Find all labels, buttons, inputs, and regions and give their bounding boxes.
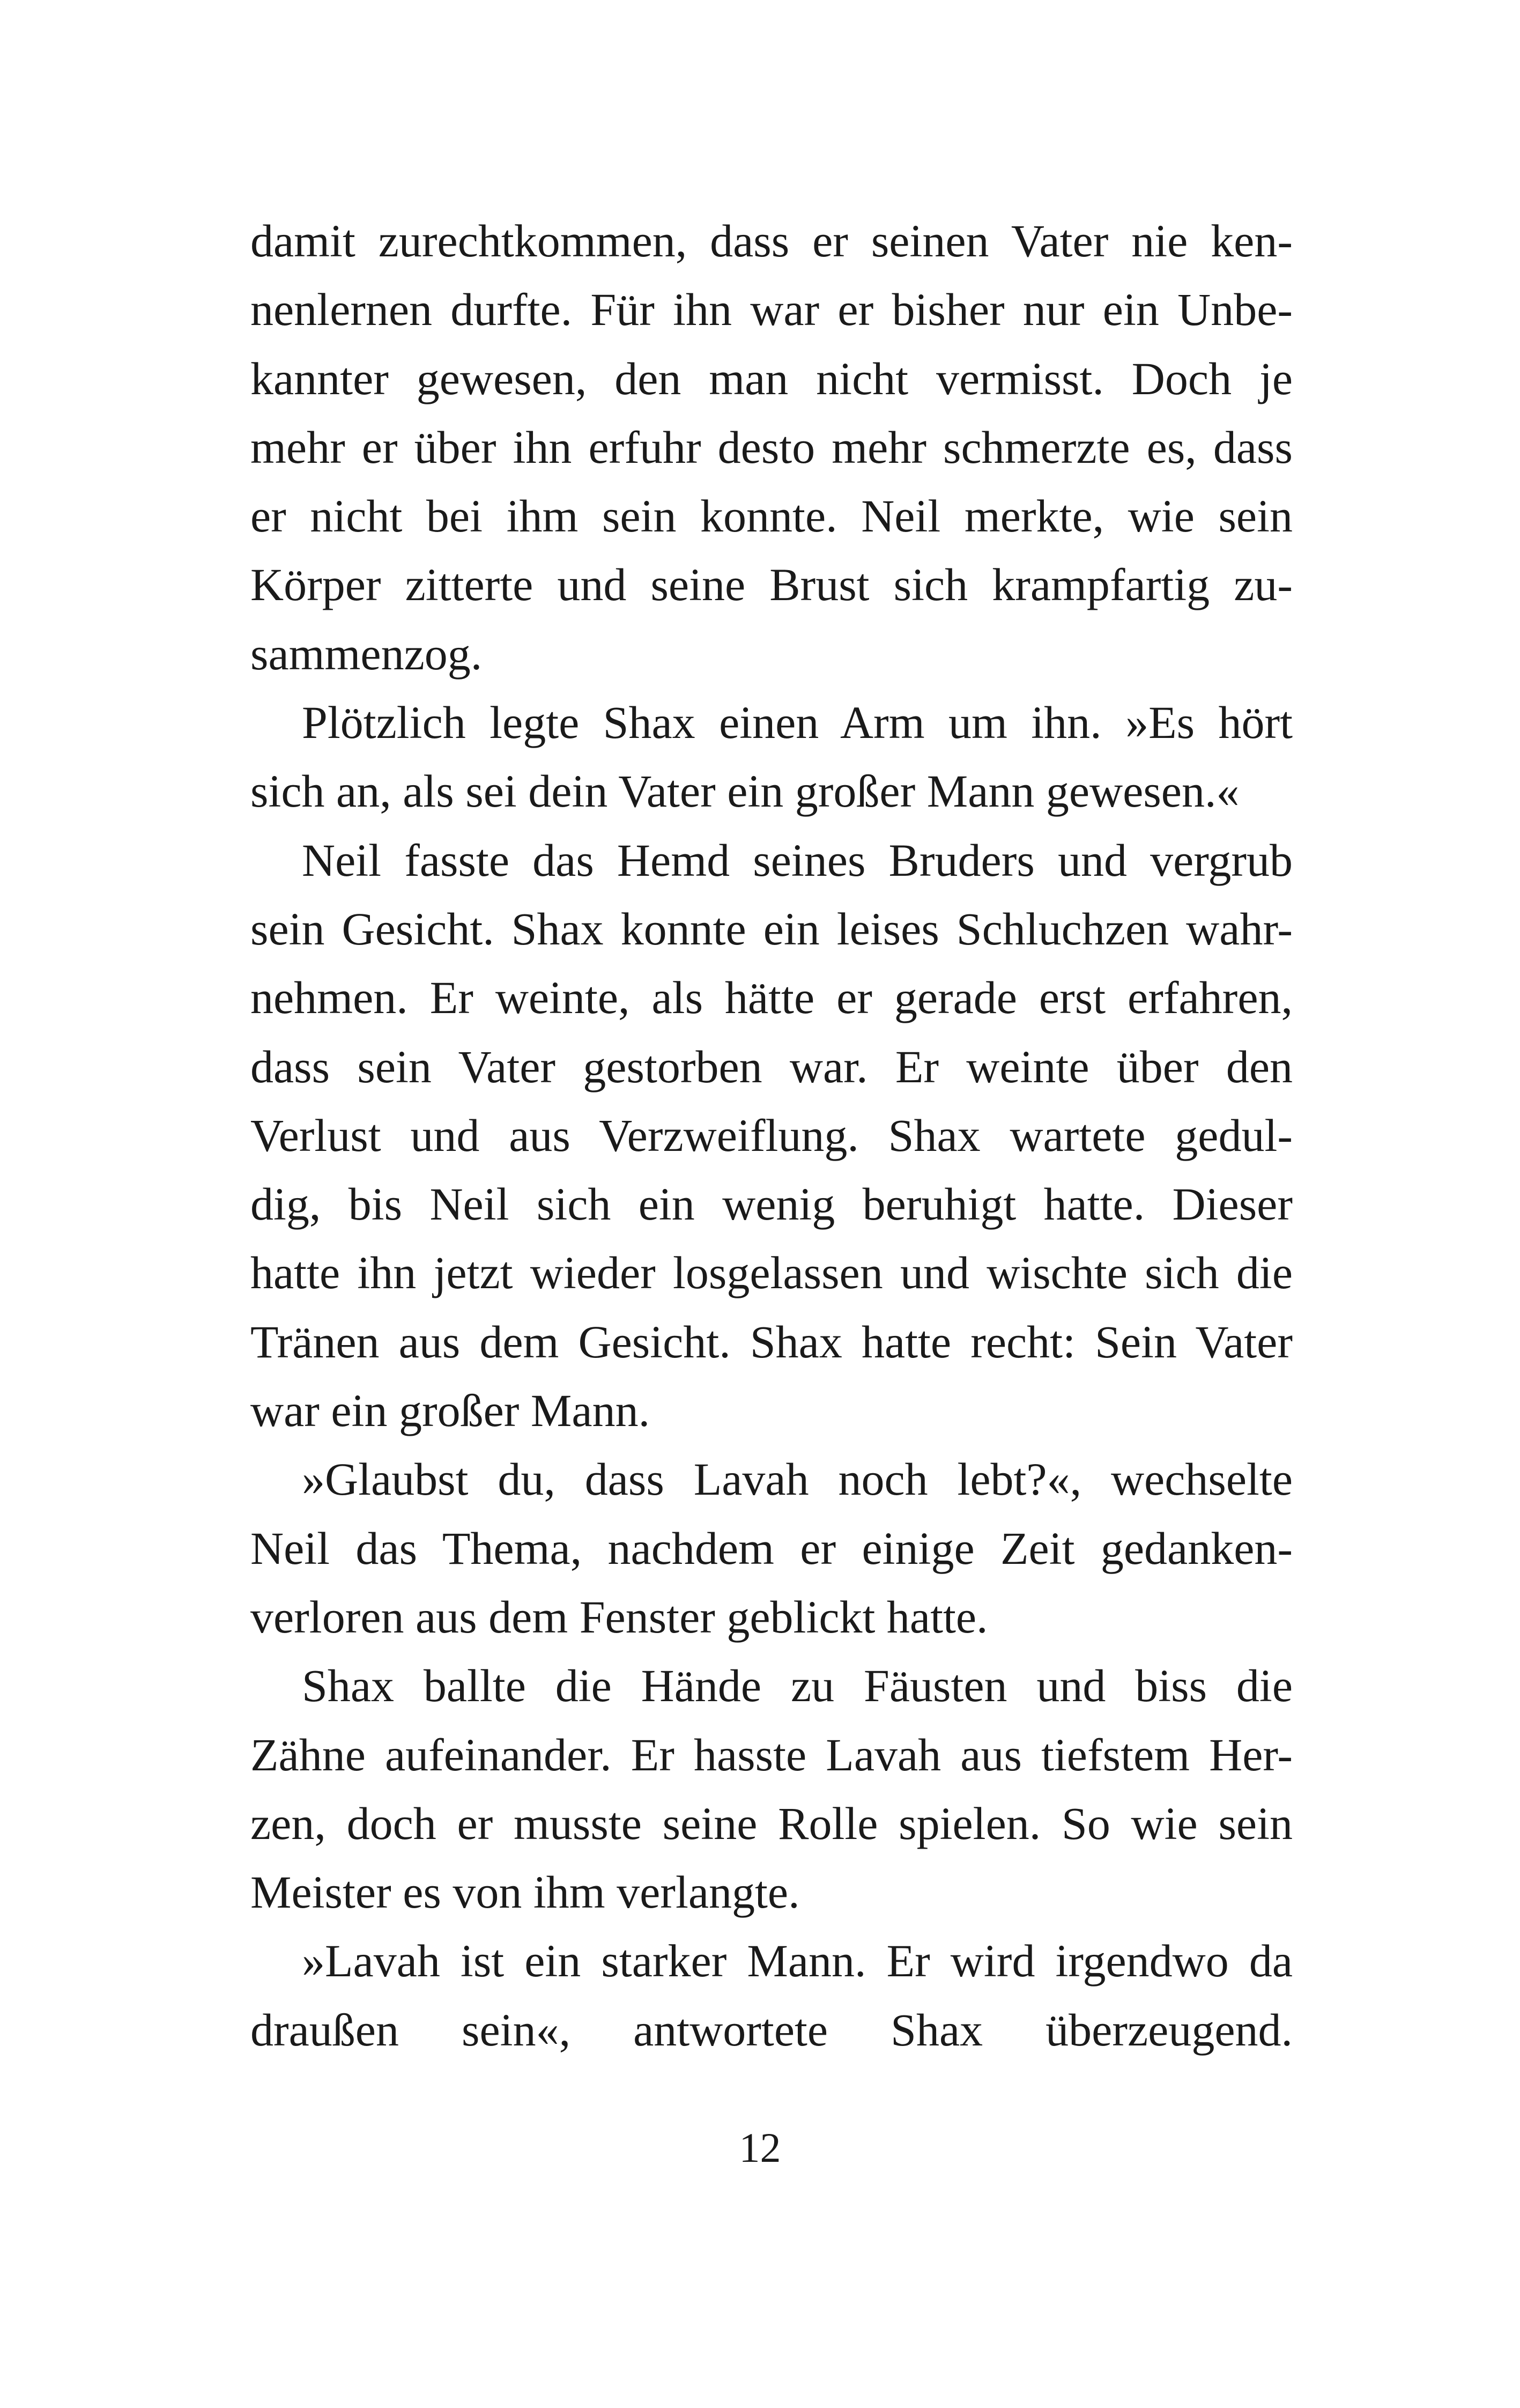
text-line: sein Gesicht. Shax konnte ein leises Schluchzen wahr-: [250, 903, 1293, 955]
text-line: Neil das Thema, nachdem er einige Zeit gedanken-: [250, 1522, 1293, 1574]
text-line: nenlernen durfte. Für ihn war er bisher nur ein Unbe-: [250, 284, 1293, 336]
text-line: hatte ihn jetzt wieder losgelassen und wischte sich die: [250, 1247, 1293, 1299]
text-line: Shax ballte die Hände zu Fäusten und biss die: [302, 1660, 1293, 1712]
text-line: Zähne aufeinander. Er hasste Lavah aus tiefstem Her-: [250, 1729, 1293, 1781]
text-line: draußen sein«, antwortete Shax überzeugend.: [250, 2004, 1293, 2056]
text-line: Verlust und aus Verzweiflung. Shax wartete gedul-: [250, 1109, 1293, 1161]
text-line: Körper zitterte und seine Brust sich krampfartig zu-: [250, 559, 1293, 611]
text-line: er nicht bei ihm sein konnte. Neil merkte, wie sein: [250, 490, 1293, 542]
text-line: Plötzlich legte Shax einen Arm um ihn. »Es hört: [302, 697, 1293, 749]
text-line: dig, bis Neil sich ein wenig beruhigt hatte. Dieser: [250, 1178, 1293, 1230]
text-line: verloren aus dem Fenster geblickt hatte.: [250, 1591, 988, 1643]
text-line: Tränen aus dem Gesicht. Shax hatte recht: Sein Vater: [250, 1316, 1293, 1368]
text-line: sammenzog.: [250, 627, 483, 679]
text-line: Meister es von ihm verlangte.: [250, 1866, 800, 1918]
body-text: [250, 206, 1293, 2064]
text-line: dass sein Vater gestorben war. Er weinte über den: [250, 1040, 1293, 1092]
text-line: damit zurechtkommen, dass er seinen Vater nie ken-: [250, 215, 1293, 267]
text-line: war ein großer Mann.: [250, 1385, 650, 1437]
text-line: »Glaubst du, dass Lavah noch lebt?«, wechselte: [302, 1453, 1293, 1505]
text-line: mehr er über ihn erfuhr desto mehr schmerzte es, dass: [250, 421, 1293, 473]
text-line: kannter gewesen, den man nicht vermisst. Doch je: [250, 352, 1293, 404]
text-line: »Lavah ist ein starker Mann. Er wird irgendwo da: [302, 1935, 1293, 1987]
text-line: Neil fasste das Hemd seines Bruders und vergrub: [302, 834, 1293, 886]
text-line: sich an, als sei dein Vater ein großer Mann gewesen.«: [250, 765, 1240, 817]
text-line: nehmen. Er weinte, als hätte er gerade erst erfahren,: [250, 972, 1293, 1024]
text-line: zen, doch er musste seine Rolle spielen. So wie sein: [250, 1797, 1293, 1849]
page-number: 12: [739, 2124, 781, 2171]
